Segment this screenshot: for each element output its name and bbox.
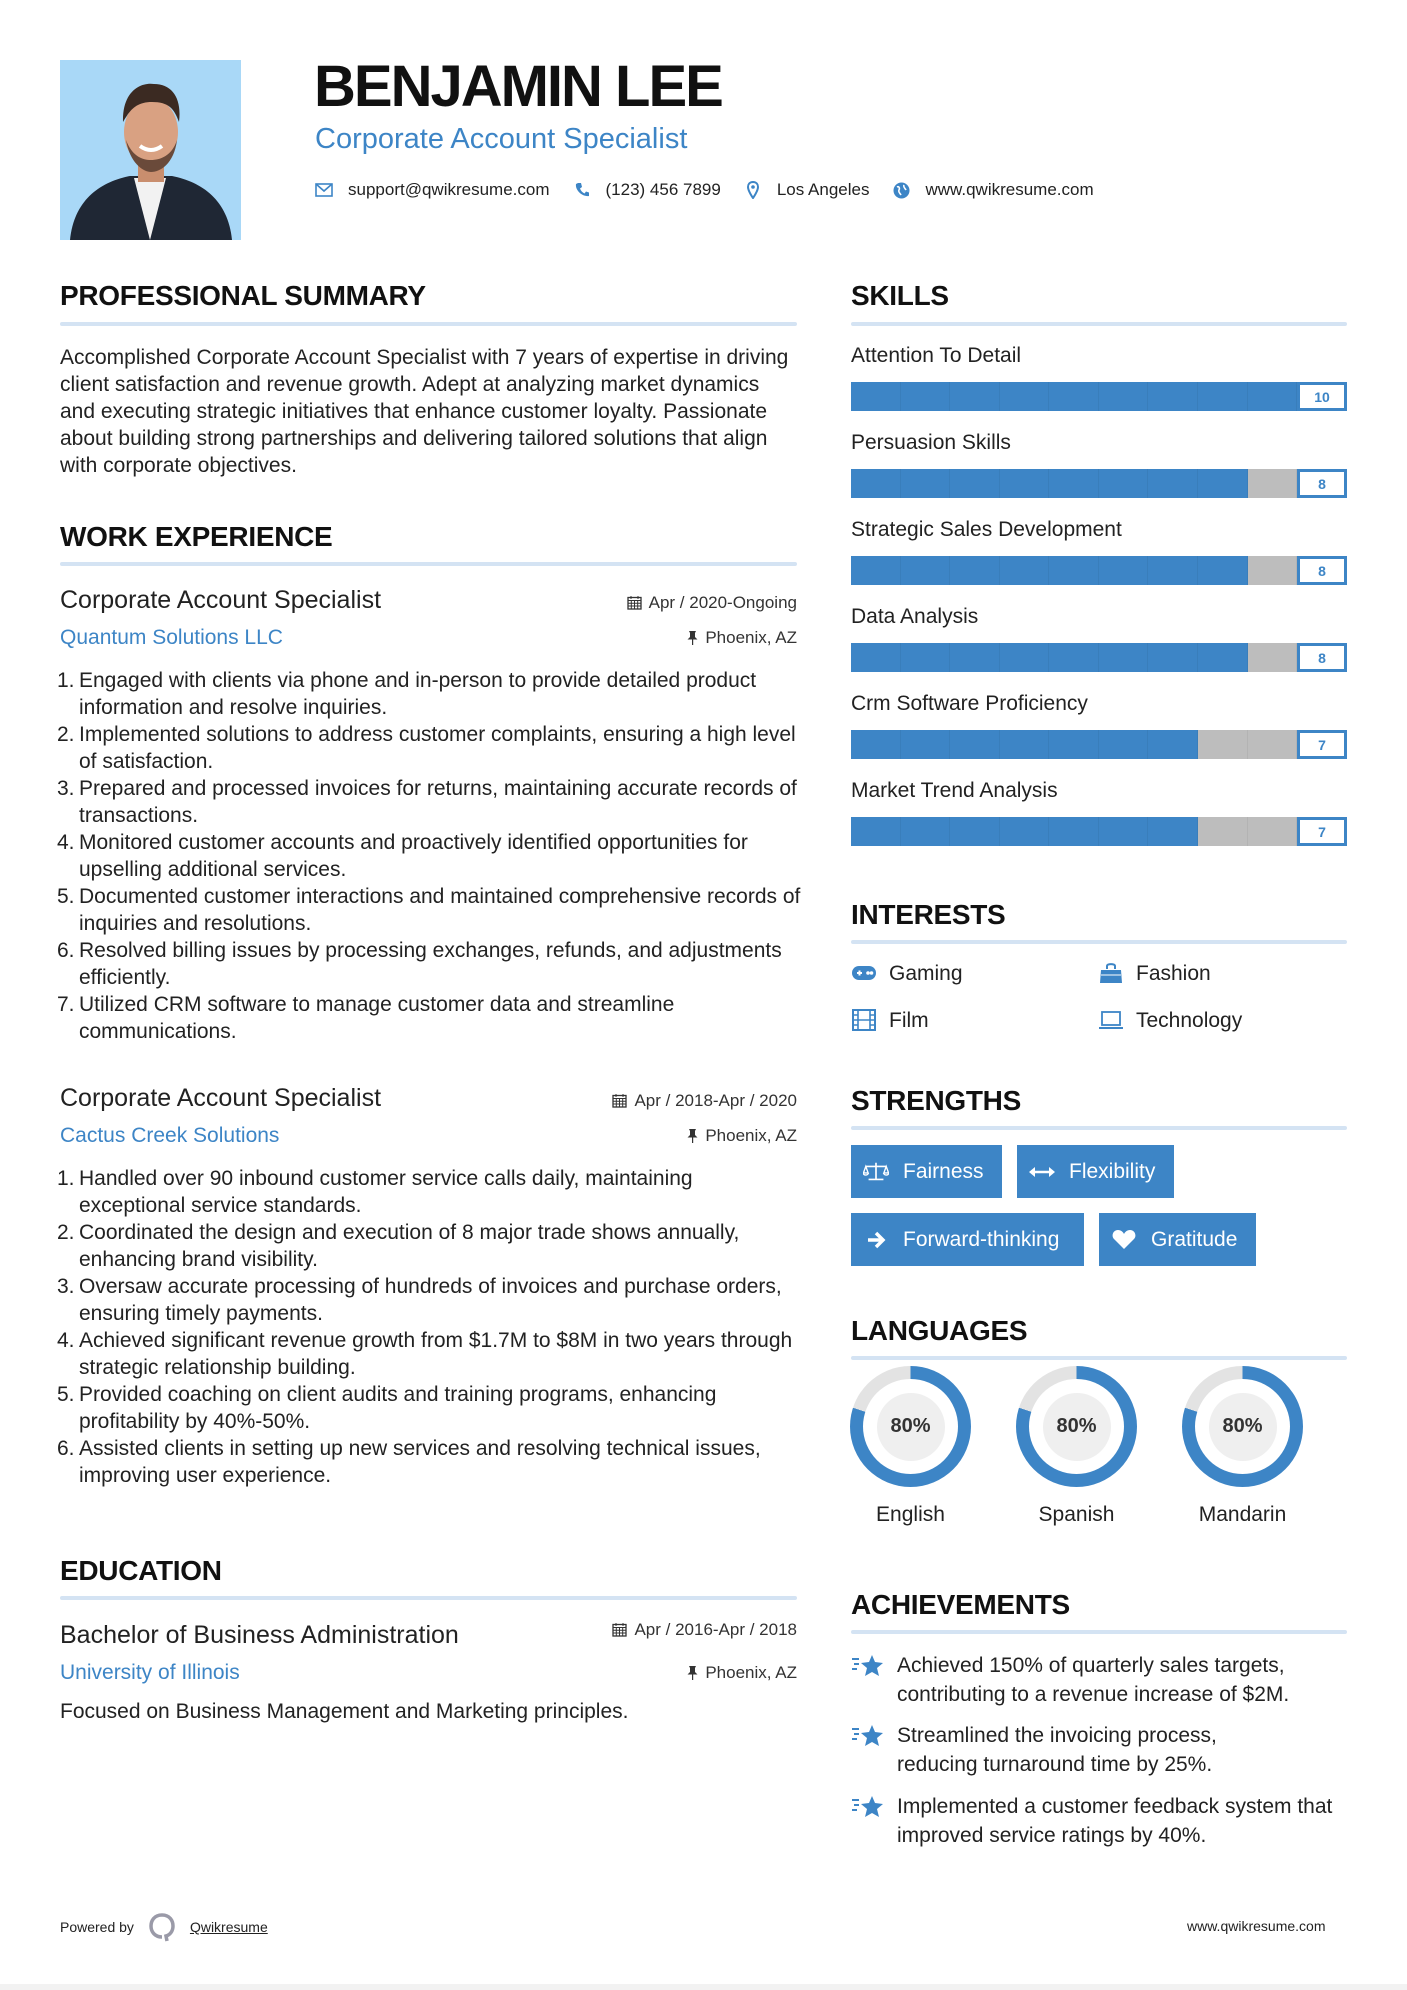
skill-score: 8 — [1300, 472, 1344, 495]
skill-segment — [851, 643, 901, 672]
contact-location: Los Angeles — [776, 180, 870, 199]
skill-segment — [1198, 556, 1248, 585]
profile-photo — [60, 60, 241, 240]
job-location — [560, 1127, 797, 1144]
job-dates — [560, 594, 797, 611]
skill-score: 10 — [1300, 385, 1344, 408]
language-item — [1016, 1366, 1137, 1525]
interest-label: Fashion — [1136, 961, 1211, 985]
skill-label: Strategic Sales Development — [851, 518, 1122, 541]
list-item: 6. Assisted clients in setting up new services and resolving technical issues, improving user experience. — [57, 1437, 761, 1487]
school-name: University of Illinois — [60, 1661, 240, 1684]
experience-heading: WORK EXPERIENCE — [60, 521, 333, 552]
job-dates-text: Apr / 2018-Apr / 2020 — [634, 1091, 797, 1110]
person-portrait-icon — [60, 60, 241, 240]
laptop-icon — [1098, 1009, 1124, 1031]
skill-segment — [1049, 382, 1099, 411]
film-icon — [851, 1009, 877, 1031]
list-item: 2. Implemented solutions to address customer complaints, ensuring a high level of satisfaction. — [57, 723, 796, 773]
skills-heading: SKILLS — [851, 280, 949, 311]
strengths-heading: STRENGTHS — [851, 1085, 1021, 1116]
list-item: 6. Resolved billing issues by processing exchanges, refunds, and adjustments efficiently. — [57, 939, 782, 989]
experience-divider — [60, 562, 797, 566]
balance-scale-icon — [863, 1161, 889, 1183]
calendar-icon — [612, 1093, 627, 1108]
skill-segment — [950, 643, 1000, 672]
degree-title: Bachelor of Business Administration — [60, 1621, 459, 1649]
skill-score-badge — [1297, 730, 1347, 759]
language-item — [1182, 1366, 1303, 1525]
skill-segment — [1099, 469, 1149, 498]
skill-segment — [1000, 730, 1050, 759]
skill-segment — [1198, 817, 1248, 846]
list-item: 2. Coordinated the design and execution of 8 major trade shows annually, enhancing brand visibility. — [57, 1221, 740, 1271]
education-location — [560, 1664, 797, 1681]
skill-segment — [1000, 382, 1050, 411]
skill-segment — [1248, 643, 1298, 672]
candidate-title: Corporate Account Specialist — [315, 123, 688, 155]
education-divider — [60, 1596, 797, 1600]
envelope-icon — [314, 180, 334, 200]
strength-chip-gratitude — [1099, 1213, 1256, 1266]
interest-label: Technology — [1136, 1008, 1243, 1032]
job-dates-text: Apr / 2020-Ongoing — [648, 593, 797, 612]
strength-label: Flexibility — [1069, 1159, 1156, 1183]
skill-segment — [950, 469, 1000, 498]
languages-heading: LANGUAGES — [851, 1315, 1028, 1346]
skill-segment — [1049, 556, 1099, 585]
skill-label: Crm Software Proficiency — [851, 692, 1088, 715]
skill-segment — [1148, 643, 1198, 672]
strength-label: Fairness — [903, 1159, 984, 1183]
languages-divider — [851, 1356, 1347, 1360]
skill-segment — [901, 556, 951, 585]
job-responsibilities — [57, 1165, 802, 1489]
interest-item-film — [851, 1009, 929, 1031]
calendar-icon — [612, 1622, 627, 1637]
achievement-item — [851, 1721, 1361, 1779]
skill-score-badge — [1297, 556, 1347, 585]
interest-label: Gaming — [889, 961, 963, 985]
list-item: 1. Engaged with clients via phone and in-person to provide detailed product information and resolve inquiries. — [57, 669, 757, 719]
summary-heading: PROFESSIONAL SUMMARY — [60, 280, 426, 311]
page-edge — [0, 1984, 1407, 1990]
skill-segment — [1099, 817, 1149, 846]
skill-rating-bar — [851, 556, 1347, 585]
skill-segment — [950, 382, 1000, 411]
skill-segment — [1148, 817, 1198, 846]
list-item: 1. Handled over 90 inbound customer service calls daily, maintaining exceptional service standards. — [57, 1167, 693, 1217]
language-item — [850, 1366, 971, 1525]
interest-label: Film — [889, 1008, 929, 1032]
skill-segment — [1049, 469, 1099, 498]
qwikresume-logo-icon — [148, 1912, 176, 1942]
education-heading: EDUCATION — [60, 1555, 222, 1586]
skill-segment — [1049, 817, 1099, 846]
interest-item-technology — [1098, 1009, 1242, 1031]
achievement-text: Streamlined the invoicing process, reducing turnaround time by 25%. — [897, 1724, 1217, 1776]
pushpin-icon — [687, 630, 698, 645]
skill-segment — [1148, 730, 1198, 759]
language-progress-ring — [1182, 1366, 1303, 1487]
phone-icon — [572, 180, 592, 200]
interest-item-gaming — [851, 962, 963, 984]
skill-segment — [1248, 817, 1298, 846]
skill-segment — [1248, 730, 1298, 759]
skill-rating-bar — [851, 730, 1347, 759]
skill-segment — [1148, 469, 1198, 498]
skill-rating-bar — [851, 469, 1347, 498]
powered-by-label: Powered by — [60, 1919, 134, 1935]
skill-segment — [1099, 382, 1149, 411]
skill-segment — [851, 469, 901, 498]
skill-segment — [950, 817, 1000, 846]
skill-segment — [1099, 730, 1149, 759]
contact-phone[interactable]: (123) 456 7899 — [605, 180, 721, 199]
skill-segment — [1248, 556, 1298, 585]
skill-segment — [1248, 469, 1298, 498]
shooting-star-icon — [851, 1653, 885, 1679]
skill-rating-bar — [851, 817, 1347, 846]
skill-segment — [1049, 643, 1099, 672]
skill-segment — [851, 556, 901, 585]
list-item: 4. Achieved significant revenue growth from $1.7M to $8M in two years through strategic relationship building. — [57, 1329, 793, 1379]
heart-icon — [1111, 1229, 1137, 1251]
skill-segment — [901, 643, 951, 672]
skill-score-badge — [1297, 469, 1347, 498]
skill-segment — [1148, 556, 1198, 585]
job-title: Corporate Account Specialist — [60, 586, 382, 614]
skill-segment — [1000, 469, 1050, 498]
contact-website[interactable]: www.qwikresume.com — [925, 180, 1094, 199]
candidate-name: BENJAMIN LEE — [314, 54, 722, 119]
summary-text: Accomplished Corporate Account Specialist with 7 years of expertise in driving client satisfaction and revenue growth. Adept at analyzing market dynamics and executing strategic initiatives that enhance customer loyalty. Passionate about building strong partnerships and delivering tailored solutions that align with corporate objectives. — [60, 346, 789, 477]
job-responsibilities — [57, 667, 802, 1045]
calendar-icon — [627, 595, 642, 610]
skill-segment — [851, 817, 901, 846]
skill-score-badge — [1297, 817, 1347, 846]
skill-segment — [1099, 643, 1149, 672]
list-item: 3. Oversaw accurate processing of hundreds of invoices and purchase orders, ensuring timely payments. — [57, 1275, 782, 1325]
language-label: Spanish — [1038, 1503, 1115, 1526]
pushpin-icon — [687, 1128, 698, 1143]
language-progress-ring — [1016, 1366, 1137, 1487]
skill-segment — [1198, 730, 1248, 759]
job-dates — [540, 1092, 797, 1109]
skill-score-badge — [1297, 382, 1347, 411]
interest-item-fashion — [1098, 962, 1211, 984]
skill-score: 8 — [1300, 646, 1344, 669]
list-item: 3. Prepared and processed invoices for returns, maintaining accurate records of transactions. — [57, 777, 797, 827]
skill-label: Data Analysis — [851, 605, 979, 628]
skill-label: Persuasion Skills — [851, 431, 1011, 454]
shooting-star-icon — [851, 1794, 885, 1820]
job-location-text: Phoenix, AZ — [705, 628, 797, 647]
achievements-divider — [851, 1630, 1347, 1634]
interests-heading: INTERESTS — [851, 899, 1006, 930]
arrows-horizontal-icon — [1029, 1161, 1055, 1183]
skill-segment — [1198, 469, 1248, 498]
skill-segment — [950, 730, 1000, 759]
skill-segment — [851, 382, 901, 411]
job-company: Quantum Solutions LLC — [60, 626, 283, 649]
globe-icon — [891, 180, 911, 200]
interests-divider — [851, 940, 1347, 944]
skills-divider — [851, 322, 1347, 326]
language-progress-ring — [850, 1366, 971, 1487]
skill-segment — [901, 730, 951, 759]
language-label: Mandarin — [1198, 1503, 1287, 1526]
skill-segment — [901, 469, 951, 498]
skill-score: 8 — [1300, 559, 1344, 582]
job-location-text: Phoenix, AZ — [705, 1126, 797, 1145]
footer-powered-by — [60, 1912, 268, 1942]
skill-segment — [1000, 817, 1050, 846]
strengths-divider — [851, 1126, 1347, 1130]
summary-divider — [60, 322, 797, 326]
education-location-text: Phoenix, AZ — [705, 1663, 797, 1682]
list-item: 4. Monitored customer accounts and proactively identified opportunities for upselling additional services. — [57, 831, 748, 881]
list-item: 7. Utilized CRM software to manage customer data and streamline communications. — [57, 993, 675, 1043]
achievement-text: Implemented a customer feedback system that improved service ratings by 40%. — [897, 1795, 1333, 1847]
job-location — [560, 629, 797, 646]
skill-segment — [1049, 730, 1099, 759]
skill-segment — [1198, 382, 1248, 411]
achievement-text: Achieved 150% of quarterly sales targets, contributing to a revenue increase of $2M. — [897, 1654, 1290, 1706]
strength-label: Gratitude — [1151, 1227, 1238, 1251]
arrow-right-icon — [863, 1229, 889, 1251]
footer-website[interactable]: www.qwikresume.com — [1187, 1918, 1326, 1934]
skill-score: 7 — [1300, 820, 1344, 843]
skill-segment — [901, 382, 951, 411]
skill-segment — [901, 817, 951, 846]
language-percent: 80% — [877, 1393, 945, 1461]
achievement-item — [851, 1792, 1361, 1850]
language-label: English — [876, 1503, 945, 1526]
list-item: 5. Provided coaching on client audits and training programs, enhancing profitability by 40%-50%. — [57, 1383, 717, 1433]
skill-score-badge — [1297, 643, 1347, 672]
education-dates — [540, 1621, 797, 1638]
shooting-star-icon — [851, 1723, 885, 1749]
skill-segment — [1248, 382, 1298, 411]
shopping-bag-icon — [1098, 962, 1124, 984]
strength-chip-fairness — [851, 1145, 1002, 1198]
skill-segment — [1099, 556, 1149, 585]
strength-chip-flexibility — [1017, 1145, 1174, 1198]
language-percent: 80% — [1043, 1393, 1111, 1461]
pushpin-icon — [687, 1665, 698, 1680]
skill-segment — [851, 730, 901, 759]
skill-rating-bar — [851, 643, 1347, 672]
achievements-heading: ACHIEVEMENTS — [851, 1589, 1070, 1620]
map-pin-icon — [743, 180, 763, 200]
skill-label: Attention To Detail — [851, 344, 1022, 367]
education-description: Focused on Business Management and Marketing principles. — [60, 1700, 629, 1723]
skill-score: 7 — [1300, 733, 1344, 756]
list-item: 5. Documented customer interactions and maintained comprehensive records of inquiries and resolutions. — [57, 885, 801, 935]
achievement-item — [851, 1651, 1361, 1709]
contact-bar — [314, 178, 1116, 202]
contact-email[interactable]: support@qwikresume.com — [348, 180, 550, 199]
job-company: Cactus Creek Solutions — [60, 1124, 280, 1147]
skill-segment — [1148, 382, 1198, 411]
skill-segment — [1198, 643, 1248, 672]
strength-label: Forward-thinking — [903, 1227, 1060, 1251]
language-percent: 80% — [1209, 1393, 1277, 1461]
education-dates-text: Apr / 2016-Apr / 2018 — [634, 1620, 797, 1639]
skill-rating-bar — [851, 382, 1347, 411]
skill-segment — [950, 556, 1000, 585]
skill-label: Market Trend Analysis — [851, 779, 1058, 802]
job-title: Corporate Account Specialist — [60, 1084, 382, 1112]
skill-segment — [1000, 643, 1050, 672]
strength-chip-forward-thinking — [851, 1213, 1084, 1266]
qwikresume-link[interactable]: Qwikresume — [189, 1919, 268, 1935]
skill-segment — [1000, 556, 1050, 585]
gamepad-icon — [851, 962, 877, 984]
